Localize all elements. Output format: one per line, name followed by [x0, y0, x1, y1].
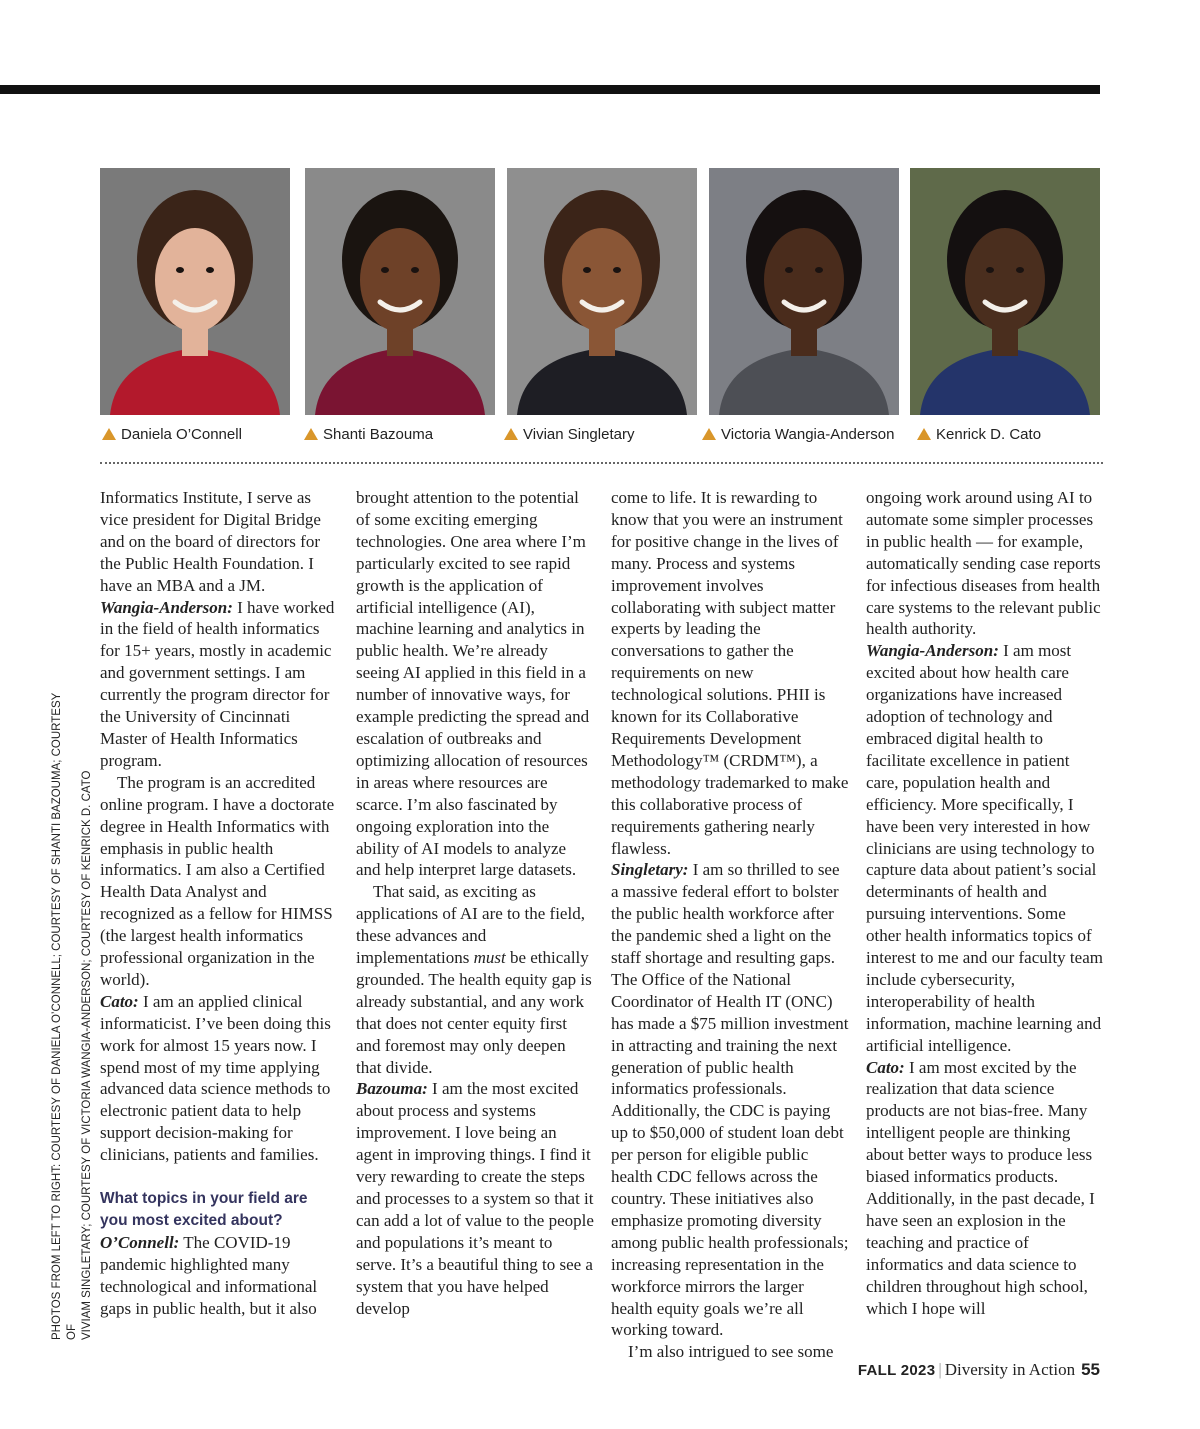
paragraph	[100, 597, 338, 772]
emphasis-text: must	[473, 948, 506, 968]
caption-name: Daniela O’Connell	[121, 425, 242, 443]
paragraph	[866, 487, 1104, 640]
portrait-photo-oconnell	[100, 168, 290, 415]
paragraph-text: I have worked in the field of health informatics for 15+ years, mostly in academic and government settings. I am currently the program director for the University of Cincinnati Master of Health Informatics program.	[100, 597, 335, 770]
paragraph	[100, 487, 338, 597]
photo-credit-line: PHOTOS FROM LEFT TO RIGHT: COURTESY OF DANIELA O’CONNELL; COURTESY OF SHANTI BAZOUMA; COURTESY OF	[51, 692, 78, 1340]
caption-name: Vivian Singletary	[523, 425, 635, 443]
paragraph-text: I’m also intrigued to see some	[628, 1342, 834, 1362]
speaker-name: Wangia-Anderson:	[866, 641, 999, 661]
speaker-name: Cato:	[100, 991, 139, 1011]
paragraph-text: I am most excited by the realization that data science products are not bias-free. Many intelligent people are thinking about better ways to produce less biased informatics products. Additionally, in the past decade, I have seen an explosion in the teaching and practice of informatics and data science to children throughout high school, which I hope will	[866, 1057, 1095, 1318]
dotted-divider	[100, 462, 1103, 464]
portrait-photo-bazouma	[305, 168, 495, 415]
footer-separator: |	[938, 1360, 942, 1379]
paragraph	[356, 881, 594, 1078]
paragraph	[611, 859, 849, 1341]
photo-caption-wangia-anderson	[702, 424, 894, 444]
portrait-photo-wangia-anderson	[709, 168, 899, 415]
paragraph	[866, 640, 1104, 1056]
paragraph-text: Informatics Institute, I serve as vice president for Digital Bridge and on the board of directors for the Public Health Foundation. I have an MBA and a JM.	[100, 488, 321, 595]
paragraph-text: brought attention to the potential of some exciting emerging technologies. One area where I’m particularly excited to see rapid growth is the application of artificial intelligence (AI), machine learning and analytics in public health. We’re already seeing AI applied in this field in a number of innovative ways, for example predicting the spread and escalation of outbreaks and optimizing allocation of resources in areas where resources are scarce. I’m also fascinated by ongoing exploration into the ability of AI models to analyze and help interpret large datasets.	[356, 488, 590, 880]
caption-triangle-icon	[917, 428, 931, 440]
caption-name: Victoria Wangia-Anderson	[721, 425, 895, 443]
paragraph	[356, 1078, 594, 1319]
caption-triangle-icon	[304, 428, 318, 440]
article-column-2	[356, 487, 594, 1319]
paragraph-text: be ethically grounded. The health equity gap is already substantial, and any work that does not center equity first and foremost may only deepen that divide.	[356, 948, 592, 1077]
photo-caption-cato	[917, 424, 1041, 444]
photo-credit-line: VIVIAM SINGLETARY; COURTESY OF VICTORIA WANGIA-ANDERSON; COURTESY OF KENRICK D. CATO	[81, 770, 93, 1340]
paragraph	[866, 1057, 1104, 1320]
paragraph	[356, 487, 594, 881]
caption-triangle-icon	[504, 428, 518, 440]
paragraph	[100, 1232, 338, 1320]
caption-triangle-icon	[702, 428, 716, 440]
portrait-photo-singletary	[507, 168, 697, 415]
photo-caption-singletary	[504, 424, 634, 444]
publication-name: Diversity in Action	[944, 1360, 1076, 1379]
issue-season: FALL 2023	[857, 1362, 936, 1379]
paragraph-text: come to life. It is rewarding to know that you were an instrument for positive change in the lives of many. Process and systems improvement involves collaborating with subject matter experts by leading the conversations to gather the requirements on new technological solutions. PHII is known for its Collaborative Requirements Development Methodology™ (CRDM™), a methodology trademarked to make this collaborative process of requirements gathering nearly flawless.	[611, 488, 849, 858]
article-column-3	[611, 487, 849, 1363]
paragraph-text: I am an applied clinical informaticist. I’ve been doing this work for almost 15 years now. I spend most of my time applying advanced data science methods to electronic patient data to help support decision-making for clinicians, patients and families.	[100, 991, 331, 1165]
paragraph-text: ongoing work around using AI to automate some simpler processes in public health — for example, automatically sending case reports for infectious diseases from health care systems to the relevant public health authority.	[866, 488, 1101, 639]
article-column-1	[100, 487, 338, 1320]
photo-caption-oconnell	[102, 424, 242, 444]
article-column-4	[866, 487, 1104, 1319]
portrait-row	[100, 168, 1100, 415]
top-rule	[0, 85, 1100, 94]
photo-caption-bazouma	[304, 424, 433, 444]
speaker-name: O’Connell:	[100, 1233, 180, 1253]
caption-triangle-icon	[102, 428, 116, 440]
speaker-name: Bazouma:	[356, 1079, 428, 1099]
page-number: 55	[1081, 1360, 1100, 1379]
paragraph	[611, 1341, 849, 1363]
paragraph-text: I am most excited about how health care organizations have increased adoption of technology and embraced digital health to facilitate excellence in patient care, population health and efficiency. More specifically, I have been very interested in how clinicians are using technology to capture data about patient’s social determinants of health and pursuing interventions. Some other health informatics topics of interest to me and our faculty team include cybersecurity, interoperability of health information, machine learning and artificial intelligence.	[866, 641, 1103, 1055]
paragraph	[611, 487, 849, 859]
paragraph-text: The program is an accredited online program. I have a doctorate degree in Health Informatics with emphasis in public health informatics. I am also a Certified Health Data Analyst and recognized as a fellow for HIMSS (the largest health informatics professional organization in the world).	[100, 772, 335, 989]
interview-question: What topics in your field are you most excited about?	[100, 1190, 308, 1230]
paragraph-text: I am the most excited about process and systems improvement. I love being an agent in improving things. I find it very rewarding to create the steps and processes to a system so that it can add a lot of value to the people and populations it’s meant to serve. It’s a beautiful thing to see a system that you have helped develop	[356, 1079, 594, 1318]
page-footer	[858, 1360, 1100, 1380]
paragraph-text: That said, as exciting as applications of AI are to the field, these advances and implementations	[356, 882, 585, 968]
paragraph-text: The COVID-19 pandemic highlighted many technological and informational gaps in public health, but it also	[100, 1233, 318, 1318]
caption-name: Kenrick D. Cato	[936, 425, 1042, 443]
speaker-name: Singletary:	[611, 860, 689, 880]
speaker-name: Cato:	[866, 1057, 905, 1077]
photo-credit	[50, 680, 95, 1340]
paragraph	[100, 772, 338, 991]
caption-name: Shanti Bazouma	[323, 425, 434, 443]
paragraph	[100, 991, 338, 1166]
paragraph-text: I am so thrilled to see a massive federal effort to bolster the public health workforce after the pandemic shed a light on the staff shortage and resulting gaps. The Office of the National Coordinator of Health IT (ONC) has made a $75 million investment in attracting and training the next generation of public health informatics professionals. Additionally, the CDC is paying up to $50,000 of student loan debt per person for eligible public health CDC fellows across the country. These initiatives also emphasize promoting diversity among public health professionals; increasing representation in the workforce mirrors the larger health equity goals we’re all working toward.	[611, 860, 849, 1340]
speaker-name: Wangia-Anderson:	[100, 597, 233, 617]
portrait-photo-cato	[910, 168, 1100, 415]
